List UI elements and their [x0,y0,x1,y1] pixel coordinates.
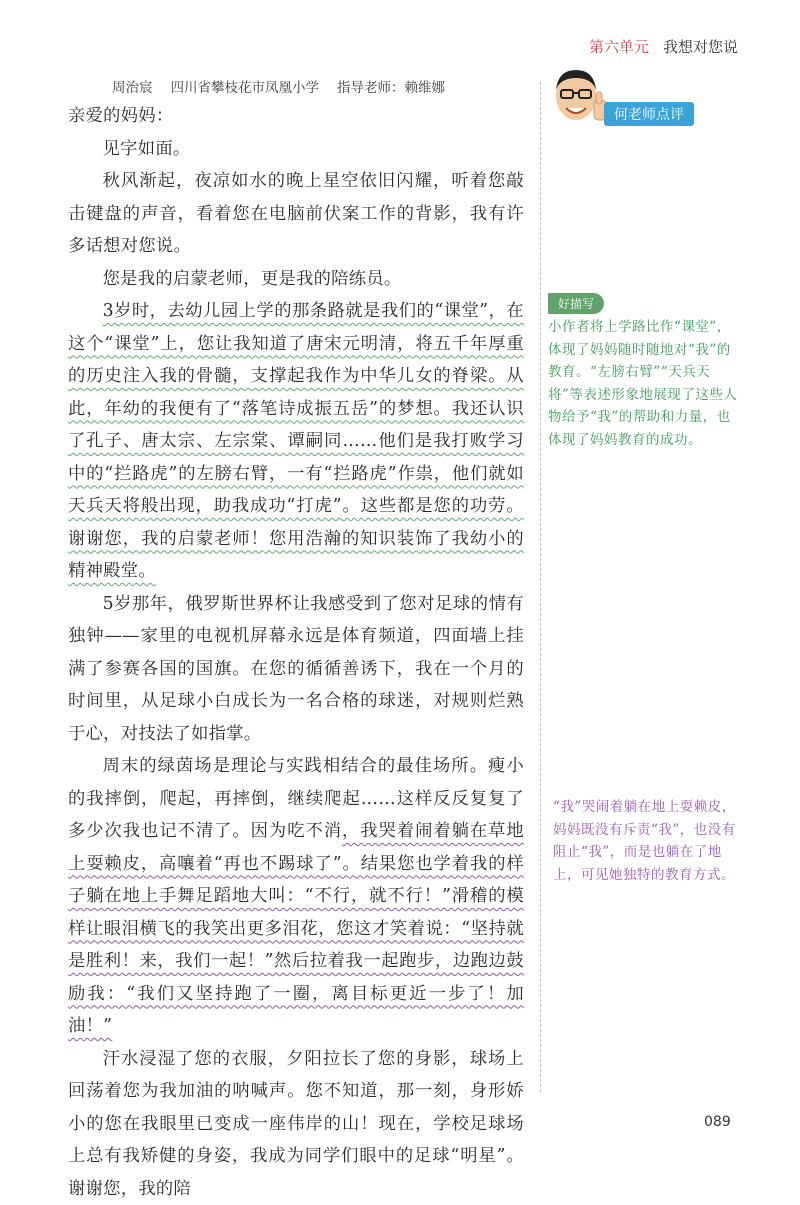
paragraph-1: 秋风渐起，夜凉如水的晚上星空依旧闪耀，听着您敲击键盘的声音，看着您在电脑前伏案工作的背影，我有许多话想对您说。 [68,165,524,263]
byline [112,76,463,96]
paragraph-3 [68,295,524,588]
teacher-tag: 何老师点评 [604,102,694,126]
paragraph-4: 5岁那年，俄罗斯世界杯让我感受到了您对足球的情有独钟——家里的电视机屏幕永远是体育频道，四面墙上挂满了参赛各国的国旗。在您的循循善诱下，我在一个月的时间里，从足球小白成长为一名合格的球迷，对规则烂熟于心，对技法了如指掌。 [68,588,524,751]
advisor-name: 指导老师：赖维娜 [337,80,445,96]
paragraph-5 [68,750,524,1043]
highlight-classroom: ，在这个“课堂”上，您让我知道了唐宋元明清，将五千年厚重的历史注入我的骨髓，支撑起我作为中华儿女的脊梁。从此，年幼的我便有了“落笔诗成振五岳”的梦想。我还认识了孔子、唐太宗、左宗棠、谭嗣同……他们是我打败学习中的“拦路虎”的左膀右臂，一有“拦路虎”作祟，他们就如天兵天将般出现，助我成功“打虎” [68,301,524,516]
highlight-classroom-start: 3岁时，去幼儿园上学的那条路就是我们的“课堂” [103,301,489,321]
greeting: 见字如面。 [68,133,524,166]
teacher-avatar-icon [548,66,612,130]
good-description-badge: 好描写 [548,293,604,314]
paragraph-6: 汗水浸湿了您的衣服，夕阳拉长了您的身影，球场上回荡着您为我加油的呐喊声。您不知道，那一刻，身形娇小的您在我眼里已变成一座伟岸的山！现在，学校足球场上总有我矫健的身姿，我成为同学们眼中的足球“明星”。谢谢您，我的陪 [68,1043,524,1205]
teacher-comment-header [548,66,738,130]
column-divider [540,82,541,1092]
page-header [589,36,738,57]
unit-label: 第六单元 [589,38,649,56]
comment-note-1: 小作者将上学路比作“课堂”，体现了妈妈随时随地对“我”的教育。“左膀右臂”“天兵天将”等表述形象地展现了这些人物给予“我”的帮助和力量，也体现了妈妈教育的成功。 [548,316,744,451]
comment-note-2: “我”哭闹着躺在地上耍赖皮，妈妈既没有斥责“我”，也没有阻止“我”，而是也躺在了地上，可见她独特的教育方式。 [553,796,743,886]
author-name: 周治宸 [112,80,153,96]
salutation: 亲爱的妈妈： [68,100,524,133]
school-name: 四川省攀枝花市凤凰小学 [171,80,320,96]
paragraph-2: 您是我的启蒙老师，更是我的陪练员。 [68,263,524,296]
essay-body [68,100,524,1205]
unit-topic: 我想对您说 [663,38,738,56]
p3-end: 。这些都是您的功劳。谢谢您，我的启蒙老师！您用浩瀚的知识装饰了我幼小的精神殿堂。 [68,496,524,581]
page-number: 089 [704,1114,731,1130]
highlight-tantrum: ，我哭着闹着躺在草地上耍赖皮，高嚷着“再也不踢球了”。结果您也学着我的样子躺在地上手舞足蹈地大叫：“不行，就不行！”滑稽的模样让眼泪横飞的我笑出更多泪花，您这才笑着说：“坚持就是胜利！来，我们一起！”然后拉着我一起跑步，边跑边鼓励我：“我们又坚持跑了一圈，离目标更近一步了！加油！” [68,821,524,1036]
p5-start: 周末的绿茵场是理论与实践相结合的最佳场所。瘦小的我摔倒，爬起，再摔倒，继续爬起……这样反反复复了多少次我也记不清了。因为吃不消 [68,756,524,841]
